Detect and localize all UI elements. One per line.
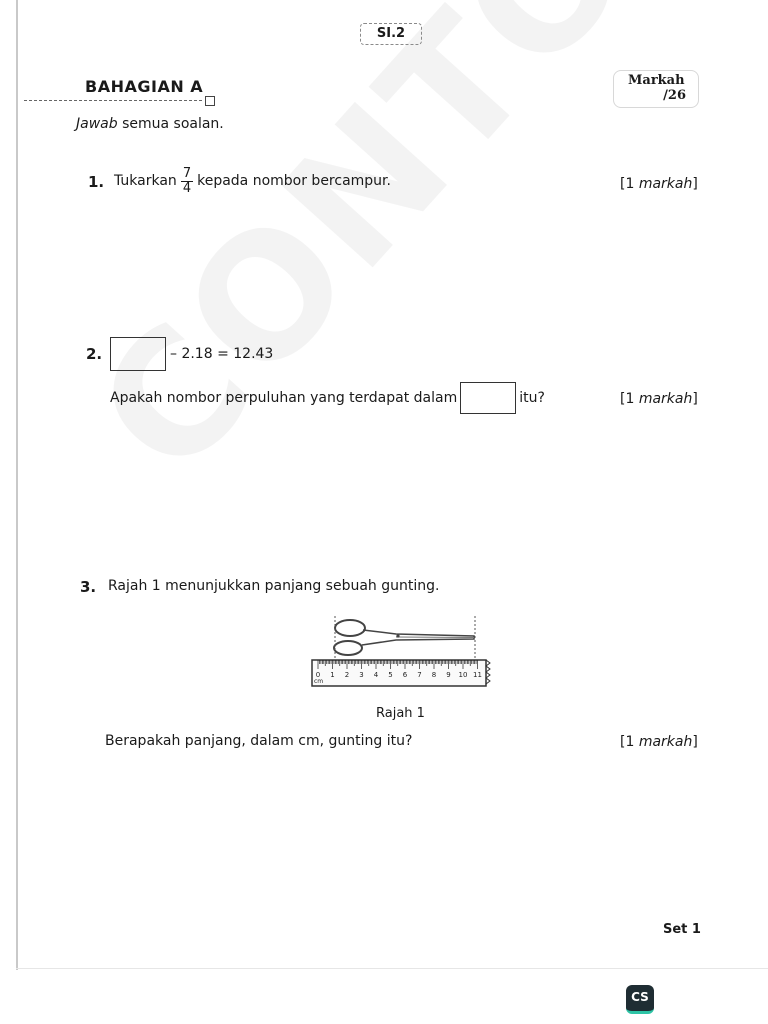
marks-total: /26 (663, 88, 686, 103)
q2-number: 2. (86, 345, 103, 363)
ruler-tick-label: 2 (344, 671, 350, 679)
q3-number: 3. (80, 578, 97, 596)
q2-question-before: Apakah nombor perpuluhan yang terdapat dalam (110, 390, 458, 406)
q1-text (114, 164, 391, 198)
page-edge (16, 0, 18, 970)
page-bottom-edge (16, 968, 768, 969)
q2-marks-close: ] (692, 391, 698, 407)
section-title: BAHAGIAN A (85, 77, 204, 96)
q3-marks-open: [1 (620, 734, 635, 750)
ruler-tick-label: 0 (315, 671, 321, 679)
q1-marks-open: [1 (620, 176, 635, 192)
q1-text-after: kepada nombor bercampur. (197, 173, 391, 189)
q2-marks-word: markah (638, 391, 693, 407)
paper-code-box (360, 23, 422, 45)
scissors-icon (334, 620, 474, 655)
q1-fraction-numerator: 7 (182, 165, 192, 181)
q3-question: Berapakah panjang, dalam cm, gunting itu? (105, 733, 413, 749)
q3-marks-close: ] (692, 734, 698, 750)
q3-marks (620, 734, 698, 750)
paper-code: SI.2 (376, 26, 406, 41)
ruler-tick-label: 7 (417, 671, 422, 679)
ruler-tick-label: 10 (458, 671, 468, 679)
q1-text-before: Tukarkan (114, 173, 177, 189)
q2-answer-box (110, 337, 166, 371)
ruler-tick-label: 6 (402, 671, 408, 679)
ruler (312, 660, 490, 686)
ruler-tick-label: 9 (446, 671, 451, 679)
ruler-tick-label: 1 (330, 671, 335, 679)
figure-caption: Rajah 1 (376, 706, 425, 721)
q1-marks (620, 176, 698, 192)
q2-equation-row (110, 337, 273, 371)
q1-number: 1. (88, 173, 105, 191)
marks-label: Markah (628, 73, 685, 88)
instruction-prefix: Jawab (76, 116, 118, 132)
scissors-ruler-figure (308, 612, 494, 690)
marks-box (613, 70, 699, 108)
q3-marks-word: markah (638, 734, 693, 750)
set-label: Set 1 (663, 922, 701, 937)
q1-marks-close: ] (692, 176, 698, 192)
q2-question-after: itu? (519, 390, 545, 406)
camscanner-logo: CS (626, 985, 654, 1014)
instruction (76, 116, 224, 132)
section-divider (24, 100, 202, 101)
q3-intro: Rajah 1 menunjukkan panjang sebuah gunting. (108, 578, 440, 594)
q1-fraction (181, 167, 193, 196)
section-square-icon (205, 96, 215, 106)
ruler-tick-label: 5 (388, 671, 393, 679)
ruler-tick-label: 11 (473, 671, 482, 679)
q1-fraction-denominator: 4 (182, 180, 192, 196)
instruction-rest: semua soalan. (122, 116, 224, 132)
q2-inline-box (460, 382, 516, 414)
ruler-tick-label: 3 (359, 671, 364, 679)
ruler-tick-label: 4 (373, 671, 379, 679)
q1-marks-word: markah (638, 176, 693, 192)
q2-equation: – 2.18 = 12.43 (170, 346, 274, 362)
q2-marks-open: [1 (620, 391, 635, 407)
q2-question (110, 382, 545, 414)
ruler-unit: cm (314, 678, 324, 685)
q2-marks (620, 391, 698, 407)
ruler-tick-label: 8 (431, 671, 437, 679)
